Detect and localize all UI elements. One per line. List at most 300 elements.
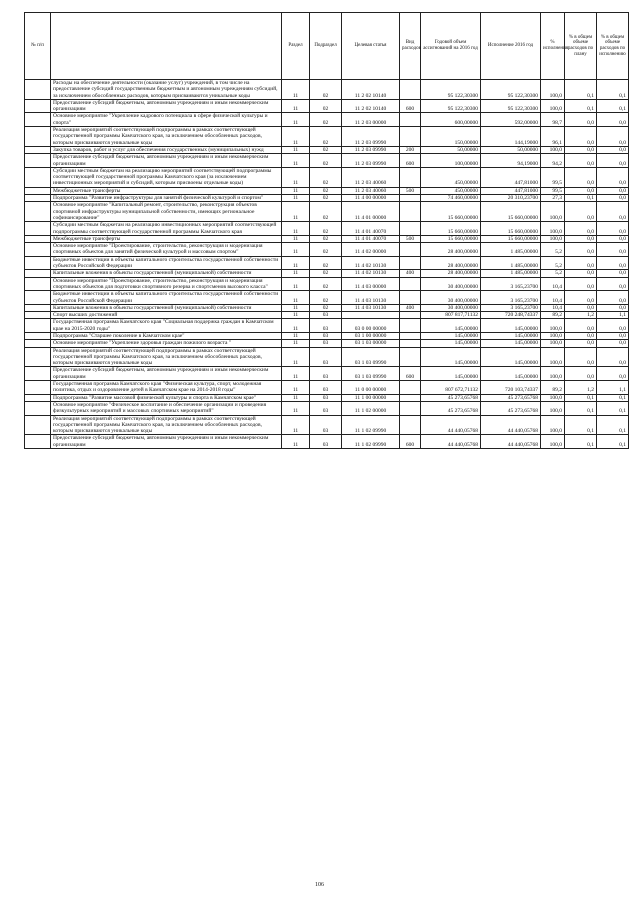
cell-share-plan: 0,0 (565, 146, 597, 153)
cell-name: Государственная программа Камчатского края "Физическая культура, спорт, молодежная политика, отдых и оздоровление детей в Камчатском крае на 2014-2018 годы" (51, 381, 282, 395)
cell-razdel: 11 (282, 291, 310, 305)
cell-csr: 11 1 02 09990 (342, 415, 400, 435)
cell-fact: 1 485,00000 (481, 243, 541, 257)
cell-share-plan: 0,0 (565, 347, 597, 367)
cell-plan: 450,00000 (421, 187, 481, 194)
cell-num (25, 401, 51, 415)
cell-vr: 500 (400, 235, 421, 242)
cell-share-plan: 0,0 (565, 202, 597, 222)
cell-vr: 500 (400, 187, 421, 194)
cell-name: Межбюджетные трансферты (51, 187, 282, 194)
cell-pct: 94,2 (541, 154, 565, 168)
cell-plan: 30 400,00000 (421, 277, 481, 291)
cell-plan: 145,00000 (421, 319, 481, 333)
cell-plan: 95 122,30300 (421, 99, 481, 113)
cell-pct: 100,0 (541, 332, 565, 339)
cell-share-fact: 0,0 (597, 256, 629, 270)
cell-vr (400, 195, 421, 202)
cell-pct: 100,0 (541, 367, 565, 381)
cell-pct: 89,2 (541, 312, 565, 319)
cell-name: Субсидии местным бюджетам на реализацию инвестиционных мероприятий соответствующей подпрограммы соответствующей государственной программы Камчатского края (51, 222, 282, 236)
cell-vr (400, 291, 421, 305)
cell-share-fact: 0,0 (597, 243, 629, 257)
cell-plan: 145,00000 (421, 332, 481, 339)
cell-csr: 11 4 03 10130 (342, 291, 400, 305)
cell-podrazdel: 03 (310, 381, 342, 395)
cell-num (25, 195, 51, 202)
cell-share-plan: 0,0 (565, 340, 597, 347)
cell-share-plan: 0,0 (565, 319, 597, 333)
cell-num (25, 243, 51, 257)
cell-share-plan: 0,1 (565, 415, 597, 435)
table-row (25, 312, 629, 319)
cell-pct: 100,0 (541, 347, 565, 367)
cell-podrazdel: 02 (310, 256, 342, 270)
table-row (25, 304, 629, 311)
cell-vr (400, 347, 421, 367)
header-pct: % исполнения (541, 13, 565, 80)
cell-vr (400, 381, 421, 395)
table-row (25, 270, 629, 277)
cell-share-fact: 0,0 (597, 367, 629, 381)
cell-csr: 11 4 02 10130 (342, 270, 400, 277)
cell-name: Основное мероприятие "Капитальный ремонт, строительство, реконструкция объектов спортивной инфраструктуры муниципальной собственности, имеющих региональное софинансирование" (51, 202, 282, 222)
cell-fact: 720 248,74337 (481, 312, 541, 319)
cell-share-plan: 1,2 (565, 381, 597, 395)
cell-name: Расходы на обеспечение деятельности (оказание услуг) учреждений, в том числе на предоставление субсидий государственным бюджетным и автономным учреждениям субсидий, за исключением обособленных расходов, которым присваиваются уникальные коды (51, 80, 282, 100)
cell-pct: 10,4 (541, 291, 565, 305)
cell-podrazdel: 03 (310, 312, 342, 319)
cell-fact: 95 122,30300 (481, 80, 541, 100)
cell-name: Предоставление субсидий бюджетным, автономным учреждениям и иным некоммерческим организациям (51, 99, 282, 113)
cell-share-plan: 0,1 (565, 435, 597, 449)
cell-razdel: 11 (282, 187, 310, 194)
cell-share-plan: 0,0 (565, 291, 597, 305)
cell-pct: 99,5 (541, 187, 565, 194)
cell-razdel: 11 (282, 415, 310, 435)
table-header-row (25, 13, 629, 80)
cell-name: Основное мероприятие "Проектирование, строительство, реконструкция и модернизация спортивных объектов для подготовки спортивного резерва и спортсменов высокого класса" (51, 277, 282, 291)
cell-fact: 15 660,00000 (481, 202, 541, 222)
cell-razdel: 11 (282, 235, 310, 242)
cell-num (25, 256, 51, 270)
cell-vr (400, 127, 421, 147)
cell-share-fact: 0,0 (597, 347, 629, 367)
cell-share-fact: 0,0 (597, 195, 629, 202)
cell-share-fact: 0,0 (597, 319, 629, 333)
cell-razdel: 11 (282, 367, 310, 381)
cell-csr: 03 1 00 00000 (342, 332, 400, 339)
cell-num (25, 332, 51, 339)
cell-razdel: 11 (282, 340, 310, 347)
cell-name: Подпрограмма "Развитие массовой физической культуры и спорта в Камчатском крае" (51, 394, 282, 401)
table-row (25, 401, 629, 415)
cell-fact: 447,81000 (481, 187, 541, 194)
cell-share-plan: 0,0 (565, 113, 597, 127)
cell-num (25, 222, 51, 236)
cell-podrazdel: 02 (310, 202, 342, 222)
cell-razdel: 11 (282, 401, 310, 415)
cell-pct: 100,0 (541, 235, 565, 242)
cell-share-plan: 0,0 (565, 270, 597, 277)
cell-vr (400, 277, 421, 291)
cell-plan: 28 400,00000 (421, 256, 481, 270)
cell-plan: 30 400,00000 (421, 304, 481, 311)
cell-csr: 11 4 01 00000 (342, 202, 400, 222)
table-row (25, 367, 629, 381)
cell-razdel: 11 (282, 202, 310, 222)
cell-fact: 145,00000 (481, 347, 541, 367)
cell-vr (400, 167, 421, 187)
cell-plan: 45 273,65768 (421, 401, 481, 415)
cell-share-fact: 0,0 (597, 332, 629, 339)
cell-csr: 11 2 02 10140 (342, 80, 400, 100)
cell-name: Спорт высших достижений (51, 312, 282, 319)
cell-razdel: 11 (282, 381, 310, 395)
cell-podrazdel: 02 (310, 235, 342, 242)
cell-razdel: 11 (282, 319, 310, 333)
table-row (25, 127, 629, 147)
cell-plan: 600,00000 (421, 113, 481, 127)
page-number: 106 (315, 882, 324, 888)
table-row (25, 187, 629, 194)
cell-podrazdel: 02 (310, 243, 342, 257)
header-vr: Вид расходов (400, 13, 421, 80)
cell-fact: 592,00000 (481, 113, 541, 127)
cell-num (25, 347, 51, 367)
cell-podrazdel: 02 (310, 154, 342, 168)
cell-share-plan: 0,0 (565, 127, 597, 147)
table-row (25, 113, 629, 127)
cell-share-fact: 0,0 (597, 202, 629, 222)
header-share-plan: % в общем объеме расходов по плану (565, 13, 597, 80)
cell-vr (400, 312, 421, 319)
cell-razdel: 11 (282, 435, 310, 449)
cell-name: Реализация мероприятий соответствующей подпрограммы в рамках соответствующей государственной программы Камчатского края, за исключением обособленных расходов, которым присваиваются уникальные коды (51, 347, 282, 367)
cell-plan: 807 672,71132 (421, 381, 481, 395)
table-row (25, 202, 629, 222)
cell-pct: 5,2 (541, 243, 565, 257)
cell-pct: 100,0 (541, 222, 565, 236)
cell-razdel: 11 (282, 394, 310, 401)
cell-name: Субсидии местным бюджетам на реализацию мероприятий соответствующей подпрограммы соответствующей государственной программы Камчатского края (за исключением инвестиционных мероприятий и субсидий, которым присвоены отдельные коды) (51, 167, 282, 187)
table-row (25, 222, 629, 236)
cell-csr (342, 312, 400, 319)
cell-num (25, 202, 51, 222)
cell-num (25, 235, 51, 242)
cell-vr (400, 332, 421, 339)
cell-share-plan: 0,1 (565, 401, 597, 415)
table-row (25, 195, 629, 202)
cell-share-fact: 0,0 (597, 235, 629, 242)
cell-plan: 30 400,00000 (421, 291, 481, 305)
cell-share-fact: 0,0 (597, 222, 629, 236)
cell-num (25, 277, 51, 291)
cell-pct: 5,2 (541, 270, 565, 277)
cell-razdel: 11 (282, 256, 310, 270)
cell-podrazdel: 03 (310, 347, 342, 367)
cell-share-fact: 0,0 (597, 187, 629, 194)
cell-fact: 145,00000 (481, 332, 541, 339)
cell-name: Подпрограмма "Старшее поколение в Камчатском крае" (51, 332, 282, 339)
cell-share-plan: 0,0 (565, 243, 597, 257)
cell-csr: 03 1 03 09990 (342, 367, 400, 381)
cell-razdel: 11 (282, 80, 310, 100)
cell-fact: 145,00000 (481, 319, 541, 333)
cell-fact: 44 440,05768 (481, 415, 541, 435)
cell-plan: 15 660,00000 (421, 202, 481, 222)
cell-name: Бюджетные инвестиции в объекты капитального строительства государственной собственности субъектов Российской Федерации (51, 256, 282, 270)
cell-name: Закупка товаров, работ и услуг для обеспечения государственных (муниципальных) нужд (51, 146, 282, 153)
cell-csr: 11 4 02 00000 (342, 243, 400, 257)
cell-podrazdel: 02 (310, 99, 342, 113)
cell-csr: 11 2 02 10140 (342, 99, 400, 113)
cell-name: Основное мероприятие "Укрепление здоровья граждан пожилого возраста " (51, 340, 282, 347)
cell-name: Основное мероприятие "Проектирование, строительство, реконструкция и модернизация спортивных объектов для занятий физической культурой и массовым спортом" (51, 243, 282, 257)
header-name (51, 13, 282, 80)
cell-vr: 600 (400, 435, 421, 449)
cell-podrazdel: 03 (310, 367, 342, 381)
cell-plan: 44 440,05768 (421, 415, 481, 435)
cell-vr (400, 243, 421, 257)
cell-fact: 15 660,00000 (481, 235, 541, 242)
cell-name: Предоставление субсидий бюджетным, автономным учреждениям и иным некоммерческим организациям (51, 435, 282, 449)
cell-num (25, 319, 51, 333)
table-row (25, 256, 629, 270)
cell-razdel: 11 (282, 195, 310, 202)
cell-razdel: 11 (282, 270, 310, 277)
cell-fact: 3 165,23700 (481, 291, 541, 305)
cell-fact: 3 165,23700 (481, 277, 541, 291)
cell-pct: 10,4 (541, 304, 565, 311)
cell-share-fact: 0,1 (597, 415, 629, 435)
cell-fact: 44 440,05768 (481, 435, 541, 449)
cell-fact: 45 273,65768 (481, 401, 541, 415)
cell-csr: 11 1 02 09990 (342, 435, 400, 449)
cell-num (25, 312, 51, 319)
cell-share-plan: 0,0 (565, 235, 597, 242)
cell-plan: 150,00000 (421, 127, 481, 147)
cell-vr (400, 394, 421, 401)
cell-fact: 1 485,00000 (481, 256, 541, 270)
cell-podrazdel: 02 (310, 222, 342, 236)
cell-fact: 1 485,00000 (481, 270, 541, 277)
cell-pct: 100,0 (541, 415, 565, 435)
cell-pct: 100,0 (541, 435, 565, 449)
cell-pct: 98,7 (541, 113, 565, 127)
cell-podrazdel: 03 (310, 401, 342, 415)
table-row (25, 167, 629, 187)
cell-razdel: 11 (282, 222, 310, 236)
cell-name: Предоставление субсидий бюджетным, автономным учреждениям и иным некоммерческим организациям (51, 367, 282, 381)
cell-csr: 11 2 03 40060 (342, 167, 400, 187)
cell-pct: 5,2 (541, 256, 565, 270)
header-num: № п/п (25, 13, 51, 80)
cell-fact: 95 122,30300 (481, 99, 541, 113)
cell-csr: 03 0 00 00000 (342, 319, 400, 333)
cell-name: Подпрограмма "Развитие инфраструктуры для занятий физической культурой и спортом" (51, 195, 282, 202)
cell-vr (400, 80, 421, 100)
cell-pct: 100,0 (541, 340, 565, 347)
cell-pct: 96,1 (541, 127, 565, 147)
cell-name: Основное мероприятие "Физическое воспитание и обеспечение организации и проведения физкультурных мероприятий и массовых спортивных мероприятий" (51, 401, 282, 415)
table-row (25, 394, 629, 401)
cell-num (25, 167, 51, 187)
cell-csr: 11 4 01 40070 (342, 235, 400, 242)
cell-podrazdel: 02 (310, 277, 342, 291)
cell-share-plan: 0,0 (565, 277, 597, 291)
cell-share-fact: 1,1 (597, 381, 629, 395)
cell-fact: 145,00000 (481, 340, 541, 347)
cell-share-plan: 0,0 (565, 187, 597, 194)
header-csr: Целевая статья (342, 13, 400, 80)
table-row (25, 146, 629, 153)
cell-plan: 145,00000 (421, 347, 481, 367)
cell-share-fact: 0,0 (597, 167, 629, 187)
cell-num (25, 291, 51, 305)
cell-plan: 95 122,30300 (421, 80, 481, 100)
cell-share-plan: 0,0 (565, 222, 597, 236)
table-row (25, 319, 629, 333)
cell-name: Государственная программа Камчатского края "Социальная поддержка граждан в Камчатском крае на 2015-2020 годы" (51, 319, 282, 333)
cell-razdel: 11 (282, 167, 310, 187)
cell-razdel: 11 (282, 277, 310, 291)
cell-csr: 11 2 03 00000 (342, 113, 400, 127)
cell-fact: 94,19000 (481, 154, 541, 168)
cell-share-fact: 0,0 (597, 113, 629, 127)
cell-podrazdel: 02 (310, 167, 342, 187)
cell-vr (400, 319, 421, 333)
cell-podrazdel: 02 (310, 304, 342, 311)
cell-num (25, 99, 51, 113)
cell-plan: 450,00000 (421, 167, 481, 187)
cell-share-fact: 0,0 (597, 154, 629, 168)
cell-share-fact: 0,1 (597, 99, 629, 113)
cell-share-fact: 0,1 (597, 80, 629, 100)
cell-podrazdel: 02 (310, 291, 342, 305)
cell-pct: 100,0 (541, 80, 565, 100)
cell-pct: 100,0 (541, 146, 565, 153)
cell-plan: 145,00000 (421, 367, 481, 381)
cell-fact: 720 103,74337 (481, 381, 541, 395)
table-row (25, 291, 629, 305)
cell-pct: 100,0 (541, 394, 565, 401)
cell-fact: 3 165,23700 (481, 304, 541, 311)
cell-plan: 50,00000 (421, 146, 481, 153)
cell-vr: 600 (400, 154, 421, 168)
cell-vr (400, 202, 421, 222)
cell-name: Межбюджетные трансферты (51, 235, 282, 242)
cell-num (25, 127, 51, 147)
cell-vr (400, 113, 421, 127)
cell-num (25, 394, 51, 401)
cell-num (25, 415, 51, 435)
cell-plan: 44 440,05768 (421, 435, 481, 449)
cell-num (25, 113, 51, 127)
cell-podrazdel: 03 (310, 394, 342, 401)
budget-table (24, 12, 629, 449)
table-row (25, 243, 629, 257)
table-row (25, 80, 629, 100)
cell-csr: 11 2 03 40060 (342, 187, 400, 194)
cell-name: Капитальные вложения в объекты государственной (муниципальной) собственности (51, 270, 282, 277)
cell-podrazdel: 02 (310, 146, 342, 153)
cell-share-plan: 0,1 (565, 99, 597, 113)
cell-csr: 11 1 02 00000 (342, 401, 400, 415)
cell-name: Реализация мероприятий соответствующей подпрограммы в рамках соответствующей государственной программы Камчатского края, за исключением обособленных расходов, которым присваиваются уникальные коды (51, 127, 282, 147)
cell-vr: 400 (400, 270, 421, 277)
cell-razdel: 11 (282, 154, 310, 168)
table-row (25, 235, 629, 242)
cell-plan: 45 273,65768 (421, 394, 481, 401)
cell-name: Основное мероприятие "Укрепление кадрового потенциала в сфере физической культуры и спорта" (51, 113, 282, 127)
header-razdel: Раздел (282, 13, 310, 80)
cell-csr: 03 1 03 09990 (342, 347, 400, 367)
cell-name: Капитальные вложения в объекты государственной (муниципальной) собственности (51, 304, 282, 311)
cell-csr: 11 1 00 00000 (342, 394, 400, 401)
cell-razdel: 11 (282, 243, 310, 257)
cell-share-plan: 1,2 (565, 312, 597, 319)
cell-podrazdel: 03 (310, 340, 342, 347)
header-podrazdel: Подраздел (310, 13, 342, 80)
cell-csr: 11 4 03 00000 (342, 277, 400, 291)
cell-name: Реализация мероприятий соответствующей подпрограммы в рамках соответствующей государственной программы Камчатского края, за исключением обособленных расходов, которым присваиваются уникальные коды (51, 415, 282, 435)
cell-share-fact: 0,1 (597, 401, 629, 415)
cell-fact: 145,00000 (481, 367, 541, 381)
cell-plan: 74 460,00000 (421, 195, 481, 202)
cell-podrazdel: 02 (310, 127, 342, 147)
cell-fact: 50,00000 (481, 146, 541, 153)
cell-csr: 11 4 00 00000 (342, 195, 400, 202)
cell-num (25, 435, 51, 449)
cell-razdel: 11 (282, 332, 310, 339)
cell-pct: 89,2 (541, 381, 565, 395)
cell-vr: 400 (400, 304, 421, 311)
cell-razdel: 11 (282, 146, 310, 153)
cell-fact: 20 310,23700 (481, 195, 541, 202)
cell-podrazdel: 02 (310, 113, 342, 127)
cell-pct: 100,0 (541, 401, 565, 415)
cell-podrazdel: 02 (310, 187, 342, 194)
cell-fact: 447,81000 (481, 167, 541, 187)
cell-name: Предоставление субсидий бюджетным, автономным учреждениям и иным некоммерческим организациям (51, 154, 282, 168)
cell-share-plan: 0,0 (565, 167, 597, 187)
cell-num (25, 367, 51, 381)
cell-razdel: 11 (282, 347, 310, 367)
table-row (25, 347, 629, 367)
table-row (25, 99, 629, 113)
cell-num (25, 146, 51, 153)
cell-vr: 200 (400, 146, 421, 153)
cell-podrazdel: 02 (310, 195, 342, 202)
cell-razdel: 11 (282, 99, 310, 113)
table-body (25, 80, 629, 449)
cell-podrazdel: 03 (310, 319, 342, 333)
cell-plan: 28 400,00000 (421, 243, 481, 257)
table-row (25, 154, 629, 168)
cell-csr: 11 2 03 09990 (342, 154, 400, 168)
cell-podrazdel: 02 (310, 80, 342, 100)
cell-csr: 11 2 03 09990 (342, 127, 400, 147)
cell-razdel: 11 (282, 312, 310, 319)
cell-share-fact: 0,0 (597, 291, 629, 305)
cell-fact: 15 660,00000 (481, 222, 541, 236)
cell-num (25, 270, 51, 277)
cell-csr: 11 4 03 10130 (342, 304, 400, 311)
cell-vr (400, 256, 421, 270)
cell-share-fact: 0,0 (597, 270, 629, 277)
table-row (25, 277, 629, 291)
